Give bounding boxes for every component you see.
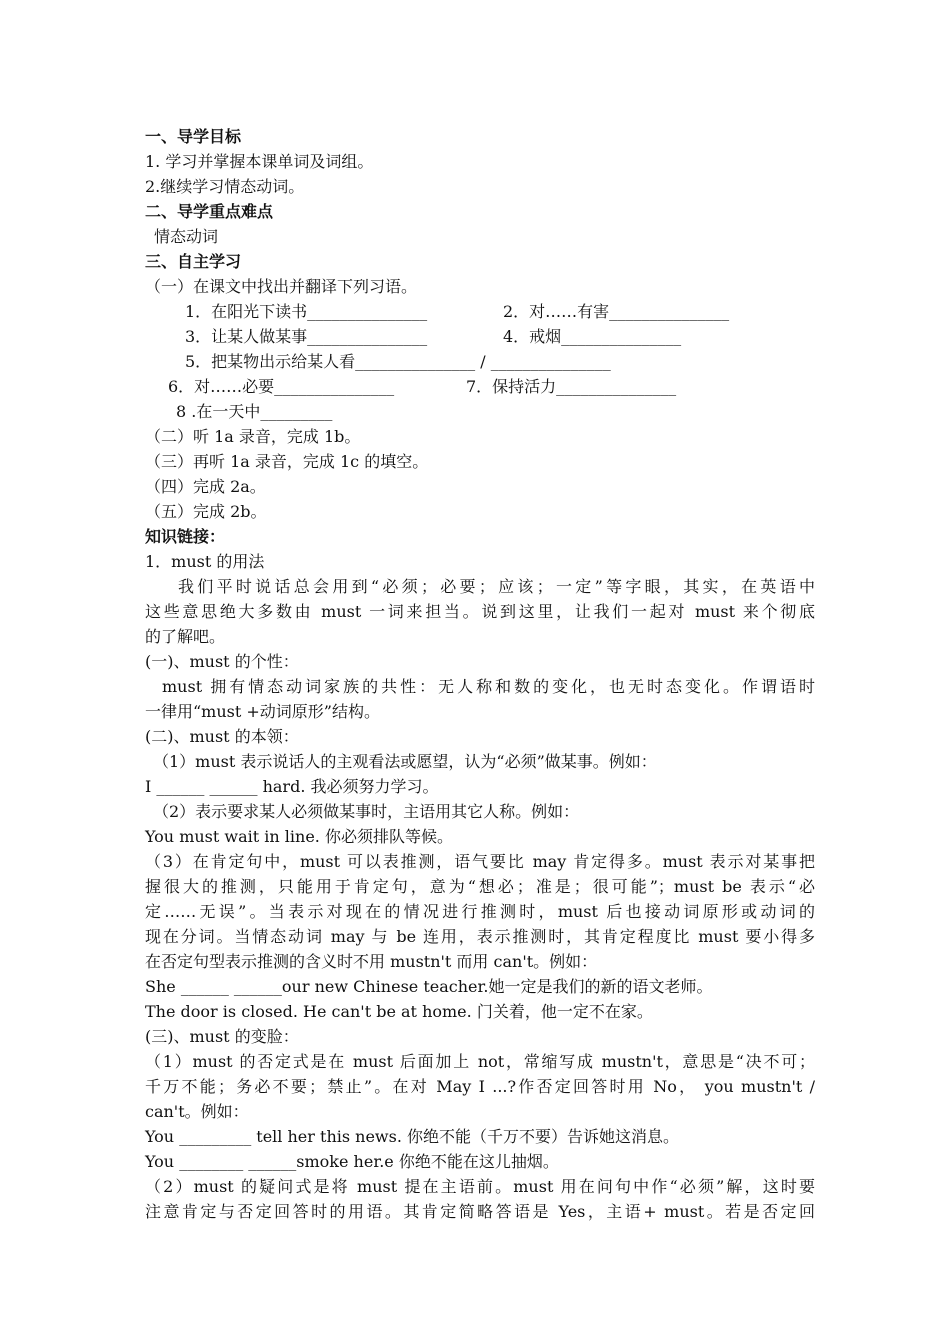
intro-line-1: 我们平时说话总会用到“必须；必要；应该；一定”等字眼，其实，在英语中 [178, 577, 815, 596]
phrase-item-5: 5．把某物出示给某人看_______________ / _______________ [185, 352, 611, 371]
ability-3-line-2: 握很大的推测，只能用于肯定句，意为“想必；准是；很可能”；must be 表示“必 [145, 877, 815, 896]
self-study-part-3: （三）再听 1a 录音，完成 1c 的填空。 [145, 452, 429, 471]
change-1-example-1: You _________ tell her this news. 你绝不能（千万不要）告诉她这消息。 [145, 1127, 680, 1146]
self-study-part-4: （四）完成 2a。 [145, 477, 266, 496]
change-1-line-2: 千万不能；务必不要；禁止”。在对 May I ...?作否定回答时用 No， you mustn't / [145, 1077, 815, 1096]
change-1-line-3: can't。例如： [145, 1102, 249, 1121]
character-line-2: 一律用“must +动词原形”结构。 [145, 702, 380, 721]
heading-must-ability: (二)、must 的本领： [145, 727, 299, 746]
ability-2-example: You must wait in line. 你必须排队等候。 [145, 827, 453, 846]
heading-must-character: (一)、must 的个性： [145, 652, 299, 671]
goal-item-2: 2.继续学习情态动词。 [145, 177, 305, 196]
change-1-line-1: （1）must 的否定式是在 must 后面加上 not，常缩写成 mustn't，意思是“决不可； [145, 1052, 815, 1071]
change-2-line-2: 注意肯定与否定回答时的用语。其肯定简略答语是 Yes，主语+ must。若是否定回 [145, 1202, 815, 1221]
self-study-part-2: （二）听 1a 录音，完成 1b。 [145, 427, 361, 446]
focus-text: 情态动词 [154, 227, 219, 246]
phrase-item-2: 2．对……有害_______________ [503, 302, 730, 321]
intro-line-2: 这些意思绝大多数由 must 一词来担当。说到这里，让我们一起对 must 来个彻底 [145, 602, 815, 621]
phrase-item-7: 7．保持活力_______________ [466, 377, 677, 396]
heading-must-change: (三)、must 的变脸： [145, 1027, 299, 1046]
self-study-part-1: （一）在课文中找出并翻译下列习语。 [145, 277, 418, 296]
change-1-example-2: You ________ ______smoke her.e 你绝不能在这儿抽烟。 [145, 1152, 559, 1171]
ability-3-line-3: 定……无误”。当表示对现在的情况进行推测时，must 后也接动词原形或动词的 [145, 902, 815, 921]
ability-3-example-1: She ______ ______our new Chinese teacher.她一定是我们的新的语文老师。 [145, 977, 713, 996]
phrase-item-8: 8 .在一天中_________ [176, 402, 333, 421]
character-line-1: must 拥有情态动词家族的共性：无人称和数的变化，也无时态变化。作谓语时 [162, 677, 815, 696]
section-title-goals: 一、导学目标 [145, 127, 242, 146]
ability-3-line-4: 现在分词。当情态动词 may 与 be 连用，表示推测时，其肯定程度比 must 要小得多 [145, 927, 815, 946]
ability-3-line-1: （3）在肯定句中，must 可以表推测，语气要比 may 肯定得多。must 表示对某事把 [145, 852, 815, 871]
ability-1-example: I ______ ______ hard. 我必须努力学习。 [145, 777, 439, 796]
change-2-line-1: （2）must 的疑问式是将 must 提在主语前。must 用在问句中作“必须”解，这时要 [145, 1177, 815, 1196]
phrase-item-1: 1．在阳光下读书_______________ [185, 302, 428, 321]
phrase-item-3: 3．让某人做某事_______________ [185, 327, 428, 346]
knowledge-title: 知识链接： [145, 527, 226, 546]
ability-2: （2）表示要求某人必须做某事时，主语用其它人称。例如： [153, 802, 580, 821]
section-title-self-study: 三、自主学习 [145, 252, 242, 271]
section-title-focus: 二、导学重点难点 [145, 202, 274, 221]
knowledge-subtitle-must: 1．must 的用法 [145, 552, 265, 571]
ability-3-line-5: 在否定句型表示推测的含义时不用 mustn't 而用 can't。例如： [145, 952, 598, 971]
intro-line-3: 的了解吧。 [145, 627, 226, 646]
ability-3-example-2: The door is closed. He can't be at home. 门关着，他一定不在家。 [145, 1002, 653, 1021]
phrase-item-6: 6．对……必要_______________ [168, 377, 395, 396]
goal-item-1: 1. 学习并掌握本课单词及词组。 [145, 152, 374, 171]
phrase-item-4: 4．戒烟_______________ [503, 327, 682, 346]
ability-1: （1）must 表示说话人的主观看法或愿望，认为“必须”做某事。例如： [153, 752, 657, 771]
self-study-part-5: （五）完成 2b。 [145, 502, 267, 521]
